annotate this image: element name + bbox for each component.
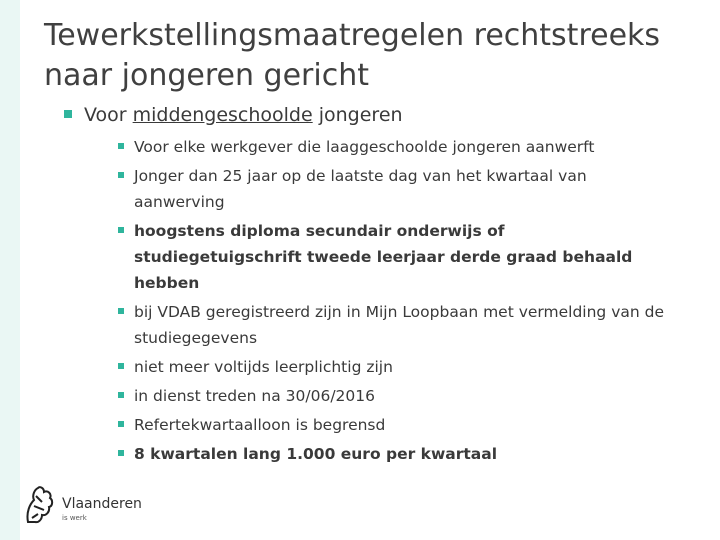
criteria-text: Refertekwartaalloon is begrensd bbox=[134, 416, 386, 434]
criteria-item bbox=[134, 383, 674, 409]
square-bullet-icon bbox=[118, 143, 124, 149]
criteria-text: in dienst treden na 30/06/2016 bbox=[134, 387, 375, 405]
criteria-item bbox=[134, 354, 674, 380]
square-bullet-icon bbox=[118, 421, 124, 427]
square-bullet-icon bbox=[64, 110, 72, 118]
level1-emphasis: middengeschoolde bbox=[132, 104, 313, 126]
criteria-item bbox=[134, 218, 674, 296]
square-bullet-icon bbox=[118, 363, 124, 369]
slide-title-line-2: naar jongeren gericht bbox=[44, 58, 369, 93]
logo-tagline: is werk bbox=[62, 514, 87, 522]
criteria-text: Voor elke werkgever die laaggeschoolde jongeren aanwerft bbox=[134, 138, 595, 156]
square-bullet-icon bbox=[118, 450, 124, 456]
level1-bullet bbox=[84, 102, 684, 128]
square-bullet-icon bbox=[118, 227, 124, 233]
criteria-text: niet meer voltijds leerplichtig zijn bbox=[134, 358, 393, 376]
criteria-text: Jonger dan 25 jaar op de laatste dag van het kwartaal van aanwerving bbox=[134, 167, 587, 211]
vlaanderen-logo bbox=[22, 482, 162, 532]
slide-title bbox=[44, 16, 704, 96]
criteria-item bbox=[134, 163, 674, 215]
square-bullet-icon bbox=[118, 308, 124, 314]
level1-suffix: jongeren bbox=[312, 104, 403, 126]
square-bullet-icon bbox=[118, 172, 124, 178]
criteria-text: hoogstens diploma secundair onderwijs of studiegetuigschrift tweede leerjaar derde graad behaald hebben bbox=[134, 222, 633, 292]
logo-name: Vlaanderen bbox=[62, 496, 142, 512]
left-accent-bar bbox=[0, 0, 20, 540]
criteria-text: bij VDAB geregistreerd zijn in Mijn Loopbaan met vermelding van de studiegegevens bbox=[134, 303, 664, 347]
criteria-item bbox=[134, 412, 674, 438]
criteria-list bbox=[134, 134, 674, 470]
criteria-item bbox=[134, 441, 674, 467]
flemish-lion-icon bbox=[22, 482, 56, 526]
criteria-item bbox=[134, 134, 674, 160]
level1-prefix: Voor bbox=[84, 104, 133, 126]
criteria-text: 8 kwartalen lang 1.000 euro per kwartaal bbox=[134, 445, 498, 463]
criteria-item bbox=[134, 299, 674, 351]
slide-title-line-1: Tewerkstellingsmaatregelen rechtstreeks bbox=[44, 18, 661, 53]
square-bullet-icon bbox=[118, 392, 124, 398]
